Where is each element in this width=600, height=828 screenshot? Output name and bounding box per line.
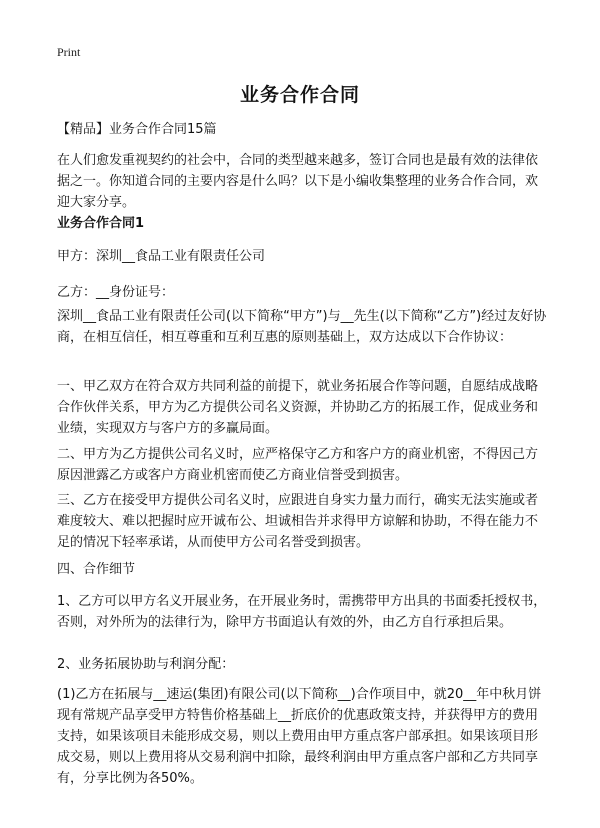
clause-3: 三、乙方在接受甲方提供公司名义时，应跟进自身实力量力而行，确实无法实施或者难度较大、难以把握时应开诚布公、坦诚相告并求得甲方谅解和协助，不得在能力不足的情况下轻率承诺，从而使甲方公司名誉受到损害。 [57, 493, 539, 550]
document-subtitle: 【精品】业务合作合同15篇 [57, 122, 217, 137]
detail-item-2: 2、业务拓展协助与利润分配： [57, 657, 235, 672]
detail-item-2-sub-1: (1)乙方在拓展与__速运(集团)有限公司(以下简称__)合作项目中，就20__年中秋月饼现有常规产品享受甲方特售价格基础上__折底价的优惠政策支持，并获得甲方的费用支持，如果该项目未能形成交易，则以上费用由甲方重点客户部承担。如果该项目形成交易，则以上费用将从交易利润中扣除，最终利润由甲方重点客户部和乙方共同享有，分享比例为各50%。 [57, 687, 542, 786]
party-b-line: 乙方：__身份证号： [57, 285, 175, 300]
detail-item-1: 1、乙方可以甲方名义开展业务，在开展业务时，需携带甲方出具的书面委托授权书，否则，对外所为的法律行为，除甲方书面追认有效的外，由乙方自行承担后果。 [57, 594, 547, 630]
clause-1: 一、甲乙双方在符合双方共同利益的前提下，就业务拓展合作等问题，自愿结成战略合作伙伴关系，甲方为乙方提供公司名义资源，并协助乙方的拓展工作，促成业务和业绩，实现双方与客户方的多赢局面。 [57, 379, 539, 436]
document-title: 业务合作合同 [239, 84, 360, 106]
clause-4-heading: 四、合作细节 [57, 562, 136, 577]
clause-2: 二、甲方为乙方提供公司名义时，应严格保守乙方和客户方的商业机密，不得因己方原因泄露乙方或客户方商业机密而使乙方商业信誉受到损害。 [57, 447, 539, 483]
print-label[interactable]: Print [57, 45, 81, 59]
section-heading: 业务合作合同1 [57, 216, 145, 231]
intro-paragraph: 在人们愈发重视契约的社会中，合同的类型越来越多，签订合同也是最有效的法律依据之一。你知道合同的主要内容是什么吗？以下是小编收集整理的业务合作合同，欢迎大家分享。 [57, 153, 539, 210]
preamble-paragraph: 深圳__食品工业有限责任公司(以下简称“甲方”)与__先生(以下简称“乙方”)经过友好协商，在相互信任，相互尊重和互利互惠的原则基础上，双方达成以下合作协议： [57, 309, 547, 345]
party-a-line: 甲方：深圳__食品工业有限责任公司 [57, 249, 266, 264]
